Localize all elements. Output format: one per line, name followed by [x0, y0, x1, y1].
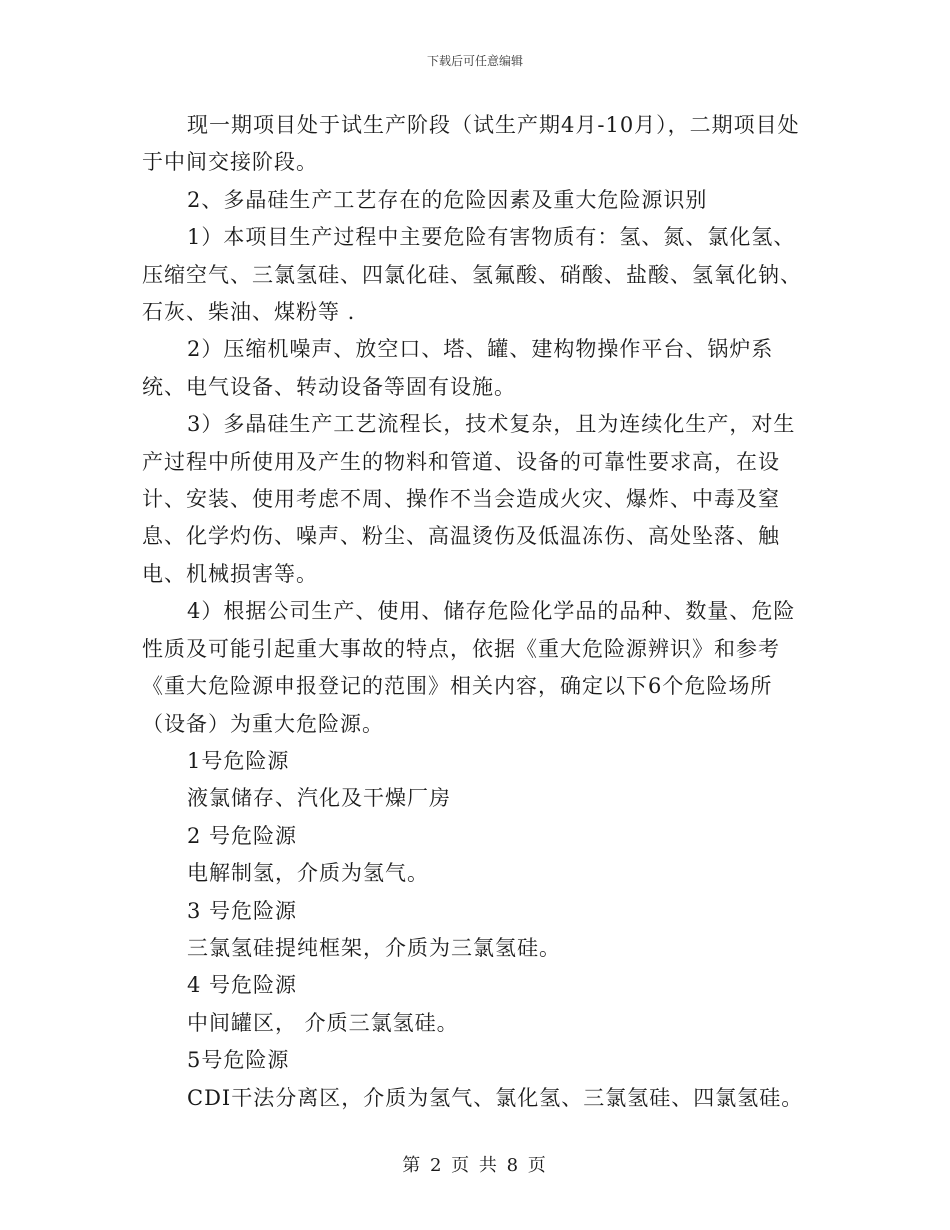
hazard-source-1-title: 1号危险源 [187, 748, 290, 773]
paragraph-project-status: 现一期项目处于试生产阶段（试生产期4月-10月），二期项目处于中间交接阶段。 [142, 113, 800, 175]
document-body [142, 107, 810, 1117]
paragraph-inherent-facilities: 2）压缩机噪声、放空口、塔、罐、建构物操作平台、锅炉系统、电气设备、转动设备等固有设施。 [142, 337, 774, 399]
section-heading-hazard-identification: 2、多晶硅生产工艺存在的危险因素及重大危险源识别 [187, 187, 708, 212]
paragraph-major-hazard-determination: 4）根据公司生产、使用、储存危险化学品的品种、数量、危险性质及可能引起重大事故的特点，依据《重大危险源辨识》和参考《重大危险源申报登记的范围》相关内容，确定以下6个危险场所（设备）为重大危险源。 [142, 599, 796, 736]
hazard-source-1-description: 液氯储存、汽化及干燥厂房 [187, 786, 451, 811]
paragraph-process-risks: 3）多晶硅生产工艺流程长，技术复杂，且为连续化生产，对生产过程中所使用及产生的物料和管道、设备的可靠性要求高，在设计、安装、使用考虑不周、操作不当会造成火灾、爆炸、中毒及窒息、化学灼伤、噪声、粉尘、高温烫伤及低温冻伤、高处坠落、触电、机械损害等。 [142, 412, 796, 586]
hazard-source-3-title: 3 号危险源 [187, 898, 298, 923]
paragraph-hazardous-substances: 1）本项目生产过程中主要危险有害物质有：氢、氮、氯化氢、压缩空气、三氯氢硅、四氯化硅、氢氟酸、硝酸、盐酸、氢氧化钠、石灰、柴油、煤粉等 . [142, 225, 802, 325]
hazard-source-2-description: 电解制氢，介质为氢气。 [187, 861, 429, 886]
hazard-source-2-title: 2 号危险源 [187, 823, 298, 848]
page-header: 下载后可任意编辑 [426, 54, 523, 68]
hazard-source-3-description: 三氯氢硅提纯框架，介质为三氯氢硅。 [187, 935, 561, 960]
page-number-footer: 第 2 页 共 8 页 [402, 1155, 548, 1176]
hazard-source-5-title: 5号危险源 [187, 1048, 290, 1073]
hazard-source-5-description: CDI干法分离区，介质为氢气、氯化氢、三氯氢硅、四氯氢硅。 [187, 1085, 804, 1110]
hazard-source-4-description: 中间罐区， 介质三氯氢硅。 [187, 1010, 459, 1035]
hazard-source-4-title: 4 号危险源 [187, 973, 298, 998]
